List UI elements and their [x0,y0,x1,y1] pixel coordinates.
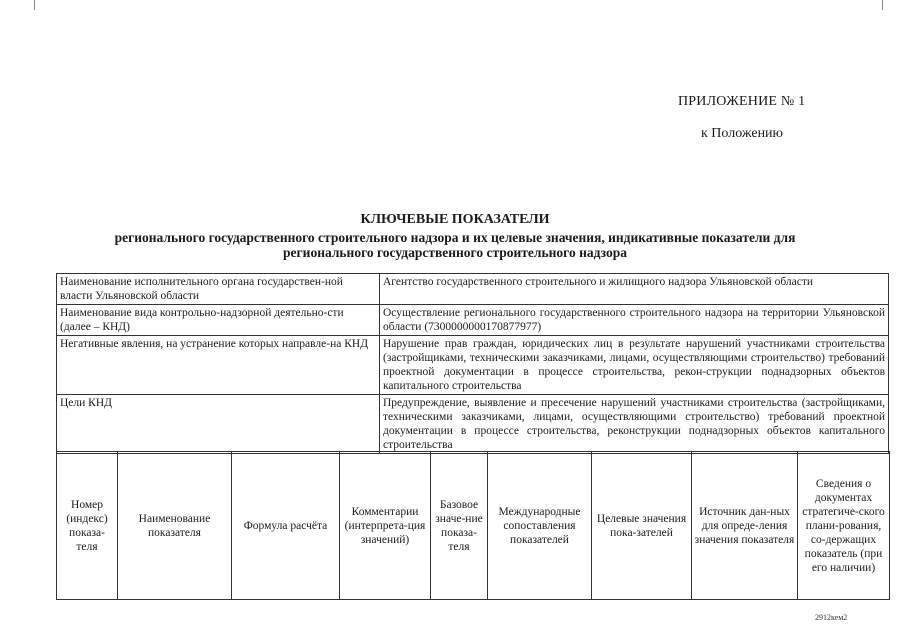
indicators-table [56,451,890,600]
column-header: Номер (индекс) показа-теля [57,452,118,600]
document-subtitle-line-1: регионального государственного строительного надзора и их целевые значения, индикативные показатели для [114,230,796,245]
row-label: Негативные явления, на устранение которых направле-на КНД [57,336,380,395]
column-header: Наименование показателя [118,452,232,600]
table-row [57,395,889,454]
footer-code: 2912кем2 [815,613,848,622]
column-header: Формула расчёта [232,452,340,600]
row-label: Наименование исполнительного органа государствен-ной власти Ульяновской области [57,274,380,305]
appendix-title: ПРИЛОЖЕНИЕ № 1 [678,94,806,109]
column-header: Базовое значе-ние показа-теля [431,452,488,600]
table-header-row [57,452,890,600]
table-row [57,274,889,305]
row-value: Предупреждение, выявление и пресечение нарушений участниками строительства (застройщиками, техническими заказчиками, лицами, осуществляющими строительство) требований проектной документации в процессе строительства, реконструкции поднадзорных объектов капитального строительства [380,395,889,454]
table-row [57,305,889,336]
info-table [56,273,889,454]
row-label: Наименование вида контрольно-надзорной деятельно-сти (далее – КНД) [57,305,380,336]
table-row [57,336,889,395]
document-subtitle-line-2: регионального государственного строительного надзора [283,245,627,260]
row-value: Агентство государственного строительного и жилищного надзора Ульяновской области [380,274,889,305]
appendix-subtitle: к Положению [701,126,784,141]
column-header: Целевые значения пока-зателей [592,452,692,600]
document-title: КЛЮЧЕВЫЕ ПОКАЗАТЕЛИ [360,212,550,227]
row-label: Цели КНД [57,395,380,454]
row-value: Нарушение прав граждан, юридических лиц в результате нарушений участниками строительства (застройщиками, техническими заказчиками, лицами, осуществляющими строительство) требований проектной документации в процессе строительства, рекон-струкции поднадзорных объектов капитального строительства [380,336,889,395]
column-header: Международные сопоставления показателей [488,452,592,600]
column-header: Сведения о документах стратегиче-ского плани-рования, со-держащих показатель (при его наличии) [798,452,890,600]
column-header: Комментарии (интерпрета-ция значений) [340,452,431,600]
scan-mark-right [882,0,883,10]
column-header: Источник дан-ных для опреде-ления значения показателя [692,452,798,600]
scan-mark-left [34,0,35,10]
row-value: Осуществление регионального государственного строительного надзора на территории Ульяновской области (7300000000170877977) [380,305,889,336]
